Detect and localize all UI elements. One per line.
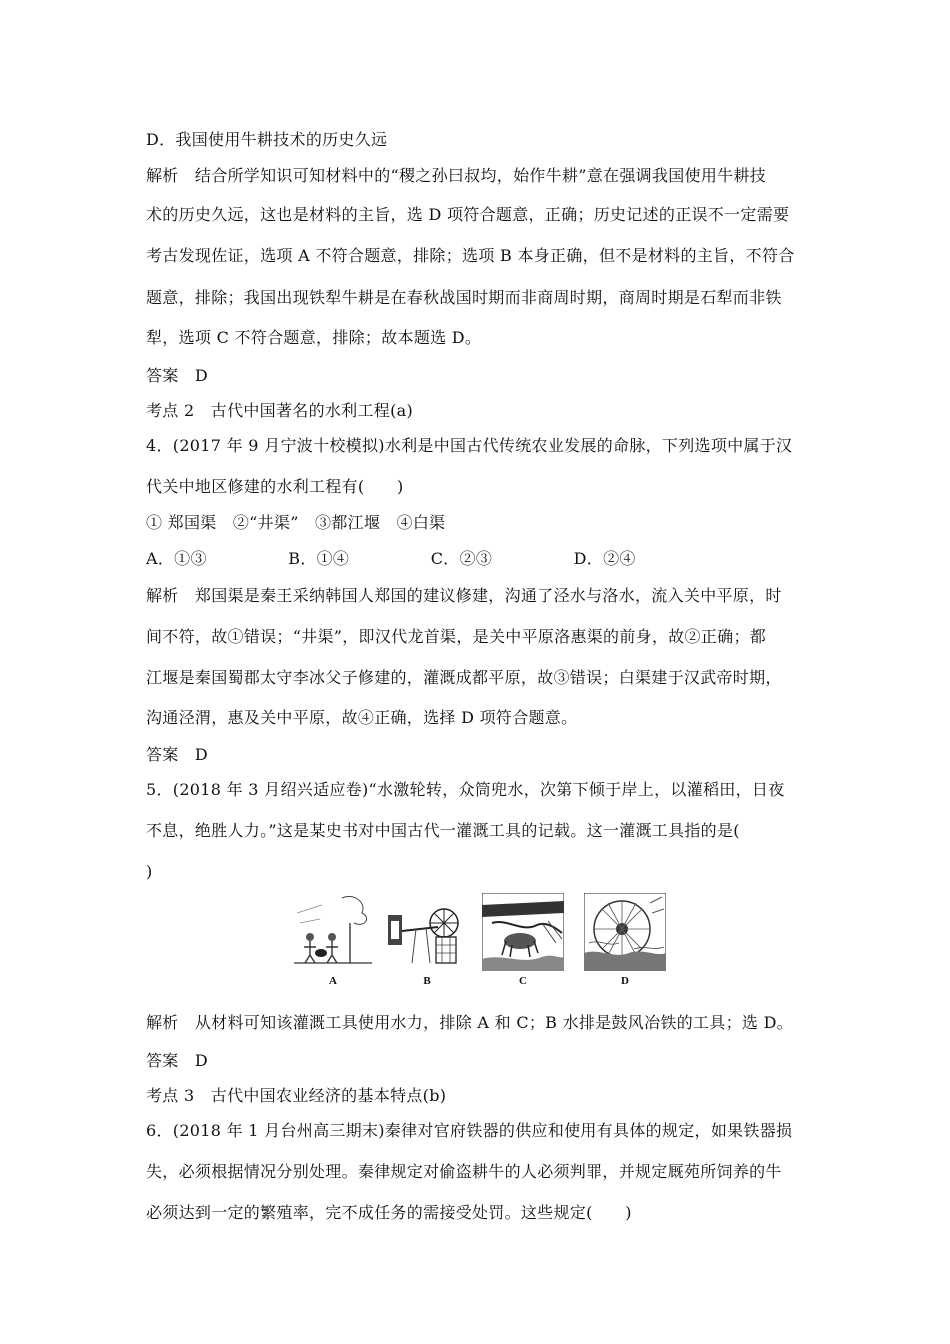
section-heading: 考点 3 古代中国农业经济的基本特点(b)	[146, 1086, 447, 1105]
answer-line: 答案 D	[146, 745, 209, 764]
figure-d-image	[584, 893, 666, 987]
section-heading: 考点 2 古代中国著名的水利工程(a)	[146, 401, 413, 420]
analysis-line: 解析 从材料可知该灌溉工具使用水力，排除 A 和 C；B 水排是鼓风冶铁的工具；选 D。	[146, 1013, 794, 1032]
figure-a-label: A	[329, 975, 337, 987]
answer-line: 答案 D	[146, 366, 209, 385]
question-line: 6．(2018 年 1 月台州高三期末)秦律对官府铁器的供应和使用有具体的规定，如果铁器损	[146, 1121, 793, 1140]
question-line: 必须达到一定的繁殖率，完不成任务的需接受处罚。这些规定( )	[146, 1203, 632, 1222]
answer-line: 答案 D	[146, 1051, 209, 1070]
question-line: 4．(2017 年 9 月宁波十校模拟)水利是中国古代传统农业发展的命脉，下列选项中属于汉	[146, 436, 793, 455]
question-line: 5．(2018 年 3 月绍兴适应卷)“水激轮转，众筒兜水，次第下倾于岸上，以灌稻田，日夜	[146, 780, 785, 799]
analysis-line: 解析 结合所学知识可知材料中的“稷之孙曰叔均，始作牛耕”意在强调我国使用牛耕技	[146, 166, 767, 185]
figure-b-label: B	[423, 975, 431, 987]
options-line: A．①③ B．①④ C．②③ D．②④	[146, 549, 636, 568]
question-line: 不息，绝胜人力。”这是某史书对中国古代一灌溉工具的记载。这一灌溉工具指的是(	[146, 821, 740, 840]
analysis-line: 术的历史久远，这也是材料的主旨，选 D 项符合题意，正确；历史记述的正误不一定需要	[146, 205, 790, 224]
figure-a-image	[292, 893, 374, 987]
question-line: )	[146, 862, 153, 881]
question-line: 失，必须根据情况分别处理。秦律规定对偷盗耕牛的人必须判罪，并规定厩苑所饲养的牛	[146, 1162, 782, 1181]
analysis-line: 犁，选项 C 不符合题意，排除；故本题选 D。	[146, 328, 482, 347]
analysis-line: 解析 郑国渠是秦王采纳韩国人郑国的建议修建，沟通了泾水与洛水，流入关中平原，时	[146, 586, 782, 605]
analysis-line: 沟通泾渭，惠及关中平原，故④正确，选择 D 项符合题意。	[146, 708, 578, 727]
figure-c-label: C	[519, 975, 527, 987]
question-line: 代关中地区修建的水利工程有( )	[146, 477, 404, 496]
option-d-line: D．我国使用牛耕技术的历史久远	[146, 130, 388, 149]
figure-c-image	[482, 893, 564, 987]
figure-b-image	[386, 893, 468, 987]
irrigation-tools-figure	[290, 893, 670, 993]
analysis-line: 题意，排除；我国出现铁犁牛耕是在春秋战国时期而非商周时期，商周时期是石犁而非铁	[146, 288, 782, 307]
analysis-line: 间不符，故①错误；“井渠”，即汉代龙首渠，是关中平原洛惠渠的前身，故②正确；都	[146, 627, 767, 646]
figure-d-label: D	[621, 975, 629, 987]
items-line: ① 郑国渠 ②“井渠” ③都江堰 ④白渠	[146, 513, 446, 532]
analysis-line: 江堰是秦国蜀郡太守李冰父子修建的，灌溉成都平原，故③错误；白渠建于汉武帝时期，	[146, 668, 782, 687]
analysis-line: 考古发现佐证，选项 A 不符合题意，排除；选项 B 本身正确，但不是材料的主旨，不符合	[146, 246, 795, 265]
